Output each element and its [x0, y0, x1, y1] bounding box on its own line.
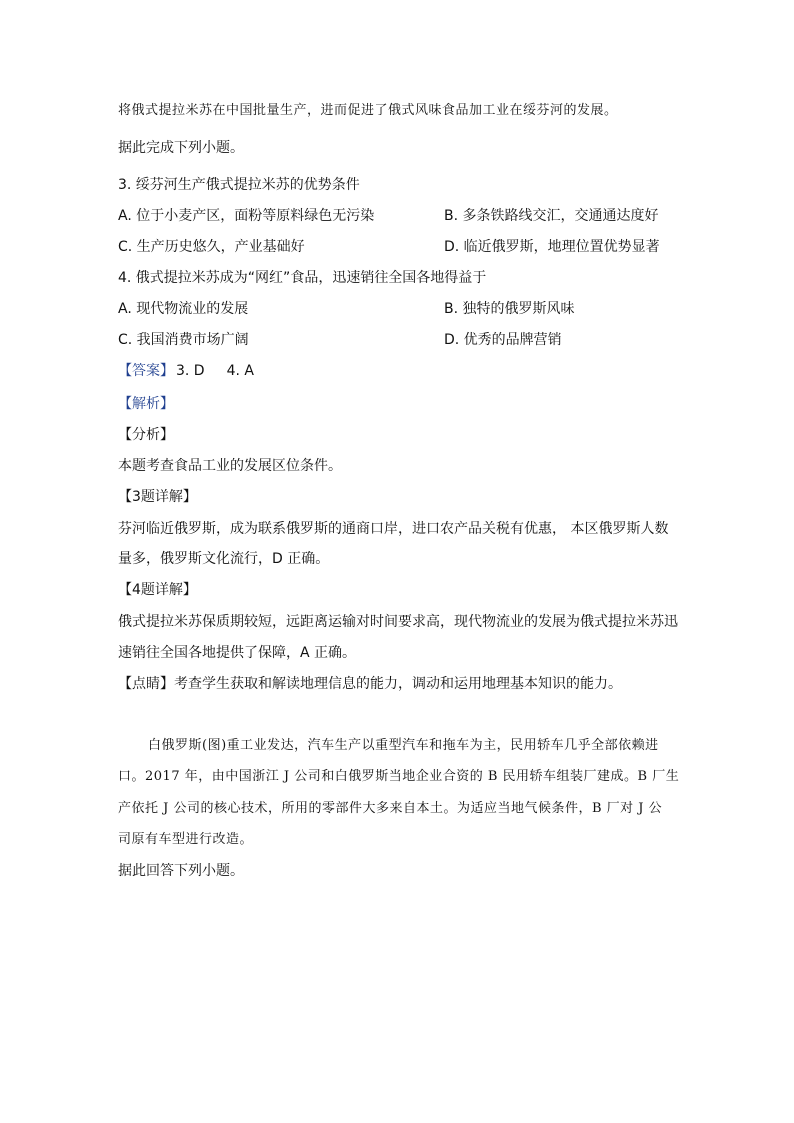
answer-label: 【答案】 [118, 363, 174, 379]
comment-text: 考查学生获取和解读地理信息的能力，调动和运用地理基本知识的能力。 [174, 676, 622, 692]
q3-detail-line-2: 量多，俄罗斯文化流行，D 正确。 [118, 551, 330, 567]
comment-label: 【点睛】 [118, 676, 174, 692]
q4-detail-line-1: 俄式提拉米苏保质期较短，远距离运输对时间要求高，现代物流业的发展为俄式提拉米苏迅 [118, 614, 678, 630]
instruction-text-2: 据此回答下列小题。 [118, 863, 244, 879]
intro-tail-text: 将俄式提拉米苏在中国批量生产，进而促进了俄式风味食品加工业在绥芬河的发展。 [118, 103, 618, 118]
question-4-option-b: B. 独特的俄罗斯风味 [444, 301, 575, 317]
analysis-label: 【解析】 [118, 396, 174, 412]
question-4-option-a: A. 现代物流业的发展 [118, 301, 249, 317]
question-4-stem: 4. 俄式提拉米苏成为“网红”食品，迅速销往全国各地得益于 [118, 270, 487, 286]
question-3-stem: 3. 绥芬河生产俄式提拉米苏的优势条件 [118, 177, 360, 193]
passage-2-line-2: 口。2017 年，由中国浙江 J 公司和白俄罗斯当地企业合资的 B 民用轿车组装厂建成。B 厂生 [118, 769, 680, 784]
fenxi-text: 本题考查食品工业的发展区位条件。 [118, 458, 342, 474]
fenxi-label: 【分析】 [118, 427, 174, 443]
passage-2-line-4: 司原有车型进行改造。 [118, 832, 254, 847]
q3-detail-label: 【3题详解】 [118, 489, 197, 505]
question-3-option-d: D. 临近俄罗斯，地理位置优势显著 [444, 239, 660, 255]
passage-2-line-3: 产依托 J 公司的核心技术，所用的零部件大多来自本土。为适应当地气候条件，B 厂对 J 公 [118, 801, 663, 816]
q4-detail-label: 【4题详解】 [118, 582, 197, 598]
question-3-option-a: A. 位于小麦产区，面粉等原料绿色无污染 [118, 208, 375, 224]
answer-4: 4. A [226, 363, 254, 379]
question-4-option-c: C. 我国消费市场广阔 [118, 332, 249, 348]
answer-line [118, 361, 254, 381]
question-4-option-d: D. 优秀的品牌营销 [444, 332, 562, 348]
q3-detail-line-1: 芬河临近俄罗斯，成为联系俄罗斯的通商口岸，进口农产品关税有优惠， 本区俄罗斯人数 [118, 521, 669, 537]
passage-2-line-1: 白俄罗斯(图)重工业发达，汽车生产以重型汽车和拖车为主，民用轿车几乎全部依赖进 [148, 738, 659, 753]
question-3-option-b: B. 多条铁路线交汇，交通通达度好 [444, 208, 659, 224]
instruction-text: 据此完成下列小题。 [118, 140, 244, 156]
question-3-option-c: C. 生产历史悠久，产业基础好 [118, 239, 305, 255]
q4-detail-line-2: 速销往全国各地提供了保障，A 正确。 [118, 645, 357, 661]
comment-line [118, 674, 622, 694]
answer-3: 3. D [176, 363, 205, 379]
